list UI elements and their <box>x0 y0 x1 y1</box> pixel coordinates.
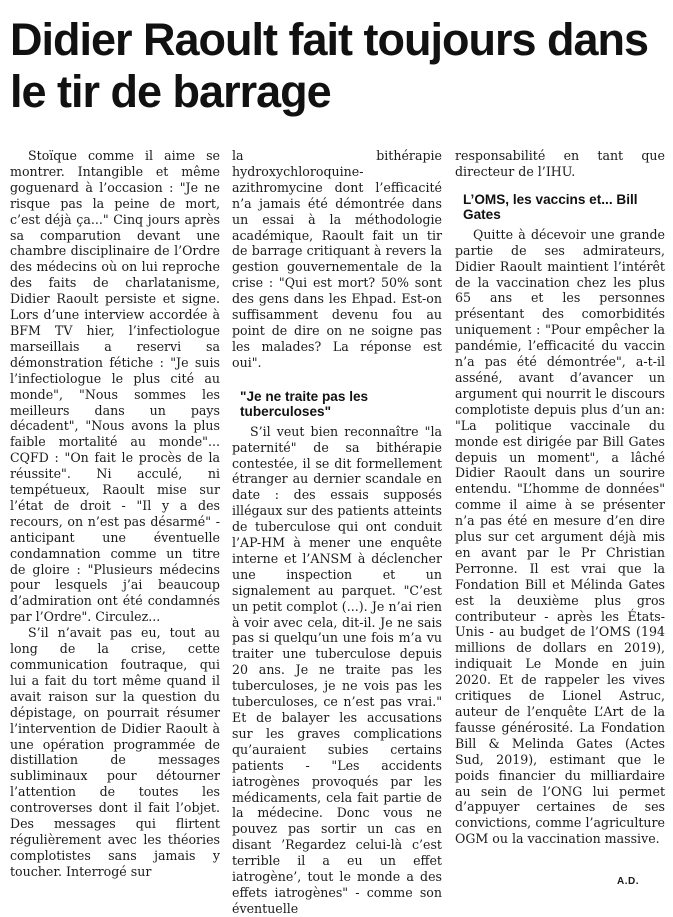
article-headline: Didier Raoult fait toujours dans le tir de barrage <box>10 14 649 117</box>
subheading-tuberculoses: "Je ne traite pas les tuberculoses" <box>240 388 369 420</box>
author-signature: A.D. <box>617 876 639 887</box>
paragraph-vaccins: Quitte à décevoir une grande partie de ses admirateurs, Didier Raoult maintient l’intérêt de la vaccination chez les plus 65 ans et les personnes présentant des comorbidités uniquement : "Pour empêcher la pandémie, l’efficacité du vaccin n’a pas été démontrée", a-t-il asséné, avant d’avancer un argument qui nourrit le discours complotiste depuis plus d’un an: "La politique vaccinale du monde est dirigée par Bill Gates depuis un moment", a lâché Didier Raoult dans un sourire entendu. "L’homme de données" comme il aime à se présenter n’a pas été en mesure d’en dire plus sur cet argument déjà mis en avant par le Pr Christian Perronne. Il est vrai que la Fondation Bill et Mélinda Gates est la deuxième plus gros contributeur - après les États-Unis - au budget de l’OMS (194 millions de dollars en 2019), indiquait Le Monde en juin 2020. Et de rappeler les vives critiques de Lionel Astruc, auteur de l’enquête L’Art de la fausse générosité. La Fondation Bill & Melinda Gates (Actes Sud, 2019), estimant que le poids financier du milliardaire au sein de l’ONG lui permet d’appuyer certaines de ses convictions, comme l’agriculture OGM ou la vaccination massive. <box>455 226 665 847</box>
paragraph-bitherapie: la bithérapie hydroxychloroquine-azithromycine dont l’efficacité n’a jamais été démontrée dans un essai à la méthodologie académique, Raoult fait un tir de barrage critiquant à revers la gestion gouvernementale de la crise : "Qui est mort? 50% sont des gens dans les Ehpad. Est-on suffisamment devenu fou au point de dire on ne soigne pas les malades? La réponse est oui". <box>232 148 442 370</box>
subheading-oms-vaccins: L’OMS, les vaccins et... Bill Gates <box>463 191 638 223</box>
article-column-3 <box>455 148 665 847</box>
paragraph-intro: Stoïque comme il aime se montrer. Intangible et même goguenard à l’occasion : "Je ne risque pas la peine de mort, c’est déjà ça..." Cinq jours après sa comparution devant une chambre disciplinaire de l’Ordre des médecins où on lui reproche des faits de charlatanisme, Didier Raoult persiste et signe. Lors d’une interview accordée à BFM TV hier, l’infectiologue marseillais a reservi sa démonstration fétiche : "Je suis l’infectiologue le plus cité au monde", "Nous sommes les meilleurs dans un pays décadent", "Nous avons la plus faible mortalité au monde"... CQFD : "On fait le procès de la réussite". Ni acculé, ni tempétueux, Raoult mise sur l’état de droit - "Il y a des recours, on n’est pas désarmé" - anticipant une éventuelle condamnation comme un titre de gloire : "Plusieurs médecins pour lesquels j’ai beaucoup d’admiration ont été condamnés par l’Ordre". Circulez... <box>10 148 220 625</box>
paragraph-communication: S’il n’avait pas eu, tout au long de la crise, cette communication foutraque, qui lui a fait du tort même quand il avait raison sur la question du dépistage, on pourrait résumer l’intervention de Didier Raoult à une opération programmée de distillation de messages subliminaux pour détourner l’attention de toutes les controverses dont il fait l’objet. Des messages qui flirtent régulièrement avec les théories complotistes sans jamais y toucher. Interrogé sur <box>10 625 220 879</box>
article-column-1 <box>10 148 220 880</box>
paragraph-responsabilite: responsabilité en tant que directeur de l’IHU. <box>455 148 665 179</box>
article-column-2 <box>232 148 442 917</box>
paragraph-tuberculoses: S’il veut bien reconnaître "la paternité" de sa bithérapie contestée, il se dit formellement étranger au dernier scandale en date : des essais supposés illégaux sur des patients atteints de tuberculose qui ont conduit l’AP-HM à mener une enquête interne et l’ANSM à déclencher une inspection et un signalement au parquet. "C’est un petit complot (...). Je n’ai rien à voir avec cela, dit-il. Je ne sais pas si quelqu’un une fois m’a vu traiter une tuberculose depuis 20 ans. Je ne traite pas les tuberculoses, je ne vois pas les tuberculoses, ce n’est pas vrai." Et de balayer les accusations sur les graves complications qu’auraient subies certains patients - "Les accidents iatrogènes provoqués par les médicaments, cela fait partie de la médecine. Donc vous ne pouvez pas sortir un cas en disant ’Regardez celui-là c’est terrible il a eu un effet iatrogène’, tout le monde a des effets iatrogènes" - comme son éventuelle <box>232 423 442 916</box>
